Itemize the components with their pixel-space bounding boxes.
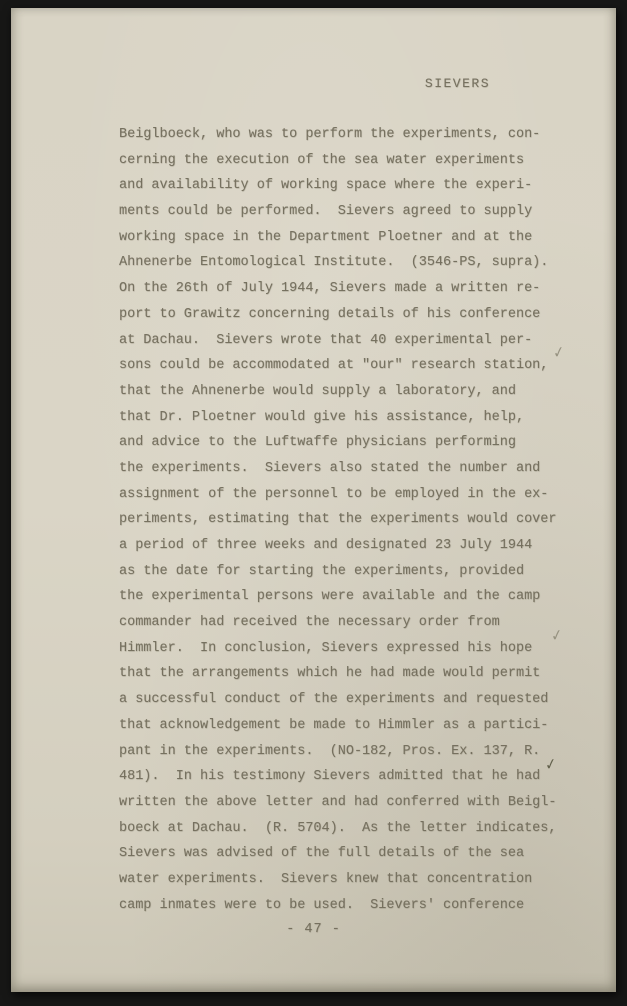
text-line: at Dachau. Sievers wrote that 40 experimental per- <box>119 332 533 348</box>
text-line: a period of three weeks and designated 23 July 1944 <box>119 538 533 553</box>
text-line: cerning the execution of the sea water experiments <box>119 152 525 168</box>
text-line: Ahnenerbe Entomological Institute. (3546-PS, supra). <box>119 255 549 271</box>
text-line: Beiglboeck, who was to perform the experiments, con- <box>119 127 541 142</box>
text-line: Himmler. In conclusion, Sievers expressed his hope <box>119 640 533 656</box>
checkmark-annotation: ✓ <box>543 754 558 775</box>
document-body <box>119 122 589 918</box>
text-line: On the 26th of July 1944, Sievers made a written re- <box>119 281 541 297</box>
text-line: the experimental persons were available and the camp <box>119 589 541 605</box>
text-line: 481). In his testimony Sievers admitted that he had <box>119 769 541 785</box>
text-line: water experiments. Sievers knew that concentration <box>119 871 533 887</box>
text-line: that Dr. Ploetner would give his assistance, help, <box>119 409 525 425</box>
checkmark-annotation: ✓ <box>551 343 566 364</box>
text-line: Sievers was advised of the full details of the sea <box>119 846 525 862</box>
text-line: that the arrangements which he had made would permit <box>119 666 541 682</box>
text-line: that the Ahnenerbe would supply a laboratory, and <box>119 383 516 399</box>
text-line: as the date for starting the experiments, provided <box>119 563 525 579</box>
document-page <box>11 8 616 992</box>
text-line: sons could be accommodated at "our" research station, <box>119 358 549 374</box>
text-line: a successful conduct of the experiments and requested <box>119 692 549 708</box>
text-line: camp inmates were to be used. Sievers' conference <box>119 897 525 913</box>
text-line: working space in the Department Ploetner and at the <box>119 229 533 245</box>
text-line: periments, estimating that the experiments would cover <box>119 512 557 528</box>
text-line: the experiments. Sievers also stated the number and <box>119 460 541 476</box>
text-line: that acknowledgement be made to Himmler as a partici- <box>119 717 549 733</box>
text-line: port to Grawitz concerning details of his conference <box>119 306 541 322</box>
page-header: SIEVERS <box>424 76 490 91</box>
text-line: and advice to the Luftwaffe physicians performing <box>119 435 516 451</box>
page-number: - 47 - <box>286 922 341 937</box>
text-line: written the above letter and had conferred with Beigl- <box>119 794 557 810</box>
text-line: commander had received the necessary order from <box>119 615 500 631</box>
text-line: pant in the experiments. (NO-182, Pros. Ex. 137, R. <box>119 743 541 759</box>
text-line: assignment of the personnel to be employed in the ex- <box>119 486 549 502</box>
text-line: ments could be performed. Sievers agreed to supply <box>119 204 533 220</box>
text-line: and availability of working space where the experi- <box>119 178 533 194</box>
text-line: boeck at Dachau. (R. 5704). As the letter indicates, <box>119 820 557 836</box>
checkmark-annotation: ✓ <box>549 626 564 646</box>
